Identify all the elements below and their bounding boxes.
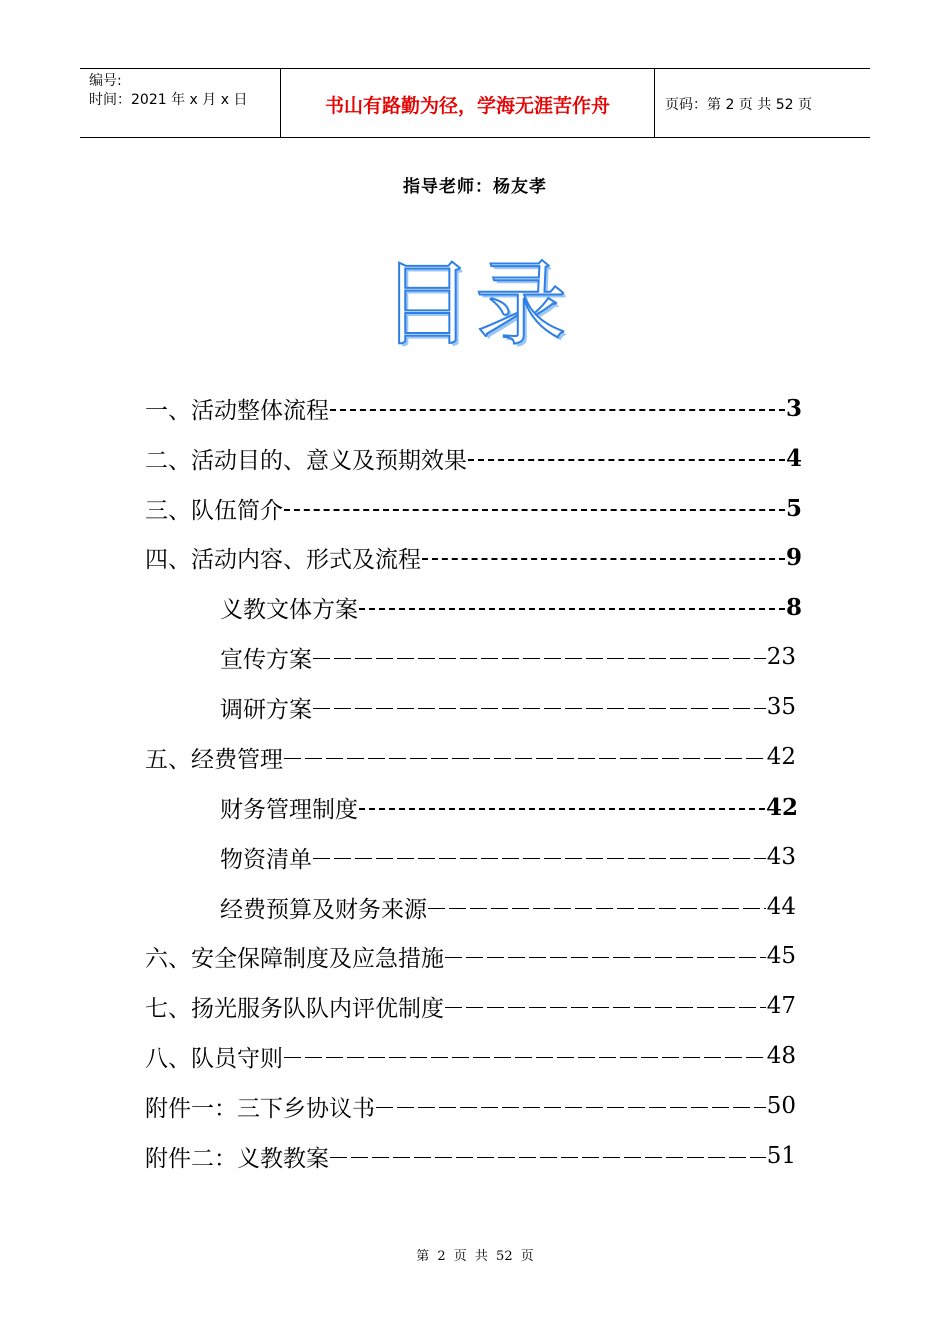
toc-entry-page: 51: [766, 1143, 796, 1169]
toc-entry-label: 宣传方案: [220, 646, 312, 673]
header-motto-cell: [281, 69, 655, 137]
toc-entry-page: 44: [766, 894, 796, 920]
toc-entry-label: 一、活动整体流程: [145, 397, 329, 424]
toc-entry-page: 43: [766, 844, 796, 870]
toc-leader: [445, 957, 766, 959]
toc-leader: [330, 1157, 766, 1159]
header-page-info: 页码：第 2 页 共 52 页: [665, 97, 812, 113]
toc-entry[interactable]: [145, 735, 796, 779]
toc-leader: [376, 1107, 766, 1109]
toc-leader: [428, 908, 766, 910]
toc-entry-label: 义教文体方案: [220, 596, 358, 623]
toc-entry[interactable]: [145, 934, 796, 978]
header-meta-cell: [80, 69, 281, 137]
toc-entry-page: 45: [766, 943, 796, 969]
toc-entry-label: 经费预算及财务来源: [220, 896, 427, 923]
toc-leader: [445, 1007, 766, 1009]
toc-subentry[interactable]: [220, 685, 796, 729]
toc-leader: [359, 808, 765, 810]
toc-leader: [330, 409, 785, 411]
toc-entry-label: 三、队伍简介: [145, 497, 283, 524]
toc-leader: [284, 1057, 766, 1059]
toc-subentry[interactable]: [220, 585, 802, 629]
toc-leader: [313, 658, 766, 660]
toc-leader: [284, 758, 766, 760]
advisor-line: 指导老师：杨友孝: [403, 177, 547, 197]
toc-entry-page: 42: [766, 744, 796, 770]
toc-leader: [313, 858, 766, 860]
toc-subentry[interactable]: [220, 635, 796, 679]
page-footer: 第 2 页 共 52 页: [416, 1249, 534, 1264]
toc-entry[interactable]: [145, 535, 802, 579]
page-header: [80, 68, 870, 138]
toc-subentry[interactable]: [220, 885, 796, 929]
toc-entry[interactable]: [145, 486, 802, 530]
toc-entry-page: 5: [785, 494, 802, 522]
toc-entry[interactable]: [145, 1084, 796, 1128]
toc-entry-label: 财务管理制度: [220, 796, 358, 823]
toc-entry-label: 七、扬光服务队队内评优制度: [145, 995, 444, 1022]
toc-entry-page: 42: [765, 793, 798, 821]
toc-leader: [313, 708, 766, 710]
toc-entry-label: 物资清单: [220, 846, 312, 873]
toc-entry-label: 六、安全保障制度及应急措施: [145, 945, 444, 972]
toc-entry-label: 五、经费管理: [145, 746, 283, 773]
toc-leader: [284, 509, 785, 511]
toc-entry-page: 4: [785, 444, 802, 472]
header-page-cell: [655, 69, 870, 137]
toc-subentry[interactable]: [220, 785, 798, 829]
toc-entry[interactable]: [145, 386, 802, 430]
toc-entry[interactable]: [145, 984, 796, 1028]
toc-entry-label: 附件一：三下乡协议书: [145, 1095, 375, 1122]
toc-entry-page: 47: [766, 993, 796, 1019]
header-motto: 书山有路勤为径，学海无涯苦作舟: [324, 94, 610, 117]
document-code-label: 编号:: [89, 73, 122, 89]
toc-entry-page: 3: [785, 394, 802, 422]
toc-entry-label: 附件二：义教教案: [145, 1145, 329, 1172]
toc-entry-label: 四、活动内容、形式及流程: [145, 546, 421, 573]
toc-leader: [422, 558, 785, 560]
toc-leader: [359, 608, 785, 610]
toc-entry[interactable]: [145, 1134, 796, 1178]
toc-entry-page: 9: [785, 543, 802, 571]
toc-entry-page: 23: [766, 644, 796, 670]
toc-subentry[interactable]: [220, 835, 796, 879]
toc-entry[interactable]: [145, 436, 802, 480]
toc-title: 目录: [380, 251, 569, 358]
toc-leader: [468, 459, 785, 461]
toc-entry-page: 8: [785, 593, 802, 621]
document-date: 时间：2021 年 x 月 x 日: [89, 92, 248, 108]
toc-entry-label: 八、队员守则: [145, 1045, 283, 1072]
toc-entry-label: 调研方案: [220, 696, 312, 723]
toc-entry-page: 35: [766, 694, 796, 720]
toc-entry-page: 50: [766, 1093, 796, 1119]
toc-entry-page: 48: [766, 1043, 796, 1069]
toc-entry[interactable]: [145, 1034, 796, 1078]
toc-entry-label: 二、活动目的、意义及预期效果: [145, 447, 467, 474]
